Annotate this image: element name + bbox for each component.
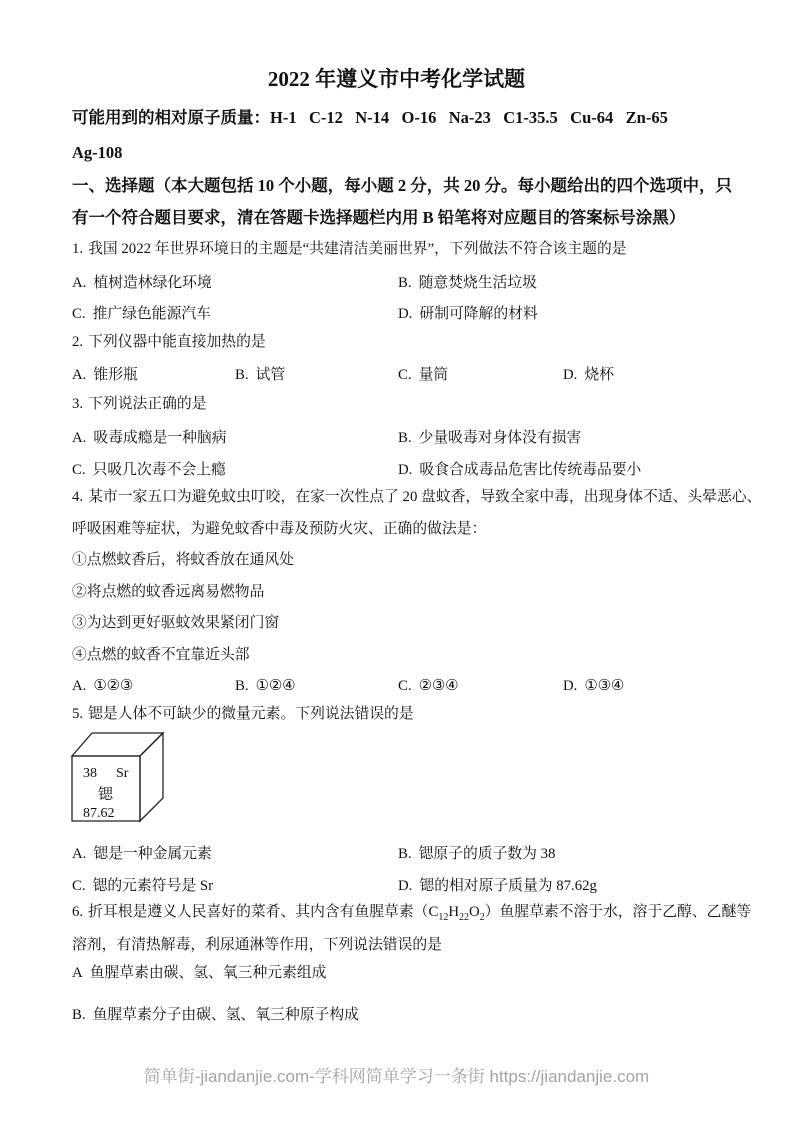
question-1-options-row-1 (72, 271, 773, 293)
question-5-options-row-2 (72, 874, 773, 896)
question-3-text: 下列说法正确的是 (88, 396, 207, 412)
cube-top-face (72, 733, 163, 756)
question-3-option-a: A. 吸毒成瘾是一种脑病 (72, 430, 227, 446)
watermark-footer: 简单街-jiandanjie.com-学科网简单学习一条街 https://jiandanjie.com (143, 1067, 650, 1086)
question-6-stem-line-2: 溶剂，有清热解毒，利尿通淋等作用，下列说法错误的是 (72, 937, 442, 953)
page-title: 2022 年遵义市中考化学试题 (267, 67, 526, 91)
element-symbol: Sr (116, 766, 129, 781)
question-3-options-row-1 (72, 426, 773, 448)
question-1-option-d: D. 研制可降解的材料 (398, 306, 538, 322)
question-4-statement-1: ①点燃蚊香后，将蚊香放在通风处 (72, 552, 294, 568)
question-2-option-d: D. 烧杯 (563, 367, 614, 383)
question-6-option-b: B. 鱼腥草素分子由碳、氢、氧三种原子构成 (72, 1007, 359, 1023)
question-2-option-b: B. 试管 (235, 367, 286, 383)
question-4-statement-4: ④点燃的蚊香不宜靠近头部 (72, 647, 250, 663)
question-3-options-row-2 (72, 458, 773, 480)
question-4-option-c: C. ②③④ (398, 678, 459, 694)
question-4-number: 4. (72, 489, 84, 505)
formula-subscript-12: 12 (438, 911, 449, 923)
question-5-text: 锶是人体不可缺少的微量元素。下列说法错误的是 (88, 706, 414, 722)
question-2-options-row (72, 363, 773, 385)
question-6-option-a: A 鱼腥草素由碳、氢、氧三种元素组成 (72, 965, 327, 981)
question-1-option-c: C. 推广绿色能源汽车 (72, 306, 211, 322)
element-atomic-number: 38 (83, 766, 97, 781)
question-2-text: 下列仪器中能直接加热的是 (88, 334, 266, 350)
element-name: 锶 (98, 787, 114, 803)
section-heading-line-2: 有一个符合题目要求，清在答题卡选择题栏内用 B 铅笔将对应题目的答案标号涂黑） (72, 208, 686, 227)
question-4-option-b: B. ①②④ (235, 678, 296, 694)
question-1-text: 我国 2022 年世界环境日的主题是“共建清洁美丽世界”，下列做法不符合该主题的是 (88, 241, 627, 257)
atomic-mass-line-2: Ag-108 (72, 143, 123, 162)
question-2-option-a: A. 锥形瓶 (72, 367, 138, 383)
question-2-stem (72, 333, 266, 351)
question-4-stem-line-2: 呼吸困难等症状，为避免蚊香中毒及预防火灾、正确的做法是： (72, 521, 487, 537)
question-6-stem-line-1: 6. 折耳根是遵义人民喜好的菜肴、其内含有鱼腥草素$(C_{12}H_{22}O_2)$鱼腥草素不溶于水，溶于乙醇、乙醚等 (72, 904, 752, 923)
question-4-option-d: D. ①③④ (563, 678, 625, 694)
question-4-statement-3: ③为达到更好驱蚊效果紧闭门窗 (72, 615, 280, 631)
question-5-stem (72, 705, 414, 723)
question-5-option-a: A. 锶是一种金属元素 (72, 846, 212, 862)
question-3-stem (72, 395, 207, 413)
question-2-number: 2. (72, 334, 84, 350)
formula-subscript-22: 22 (459, 911, 469, 923)
question-3-option-d: D. 吸食合成毒品危害比传统毒品要小 (398, 462, 642, 478)
formula-subscript-2: 2 (479, 911, 485, 923)
element-relative-atomic-mass: 87.62 (83, 806, 115, 821)
element-cube-diagram (64, 724, 172, 830)
question-1-stem (72, 240, 627, 258)
question-1-number: 1. (72, 241, 84, 257)
question-4-statement-2: ②将点燃的蚊香远离易燃物品 (72, 584, 265, 600)
question-4-stem-line-1 (72, 488, 761, 506)
question-4-text-1: 某市一家五口为避免蚊虫叮咬，在家一次性点了 20 盘蚊香，导致全家中毒，出现身体不适、头晕恶心、 (88, 489, 762, 505)
question-3-option-b: B. 少量吸毒对身体没有损害 (398, 430, 582, 446)
question-3-option-c: C. 只吸几次毒不会上瘾 (72, 462, 226, 478)
question-5-option-b: B. 锶原子的质子数为 38 (398, 846, 556, 862)
cube-right-face (140, 733, 163, 821)
question-1-option-b: B. 随意焚烧生活垃圾 (398, 275, 537, 291)
question-4-option-a: A. ①②③ (72, 678, 134, 694)
question-3-number: 3. (72, 396, 84, 412)
atomic-mass-line-1: 可能用到的相对原子质量：H-1 C-12 N-14 O-16 Na-23 C1-35.5 Cu-64 Zn-65 (72, 108, 668, 127)
question-5-options-row-1 (72, 842, 773, 864)
question-5-option-d: D. 锶的相对原子质量为 87.62g (398, 878, 597, 894)
question-6-number: 6. (72, 904, 84, 920)
section-heading-line-1: 一、选择题（本大题包括 10 个小题，每小题 2 分，共 20 分。每小题给出的四个选项中，只 (72, 176, 732, 195)
question-4-options-row (72, 677, 773, 699)
question-2-option-c: C. 量筒 (398, 367, 449, 383)
question-5-option-c: C. 锶的元素符号是 Sr (72, 878, 214, 894)
question-1-option-a: A. 植树造林绿化环境 (72, 275, 212, 291)
question-1-options-row-2 (72, 302, 773, 324)
question-5-number: 5. (72, 706, 84, 722)
